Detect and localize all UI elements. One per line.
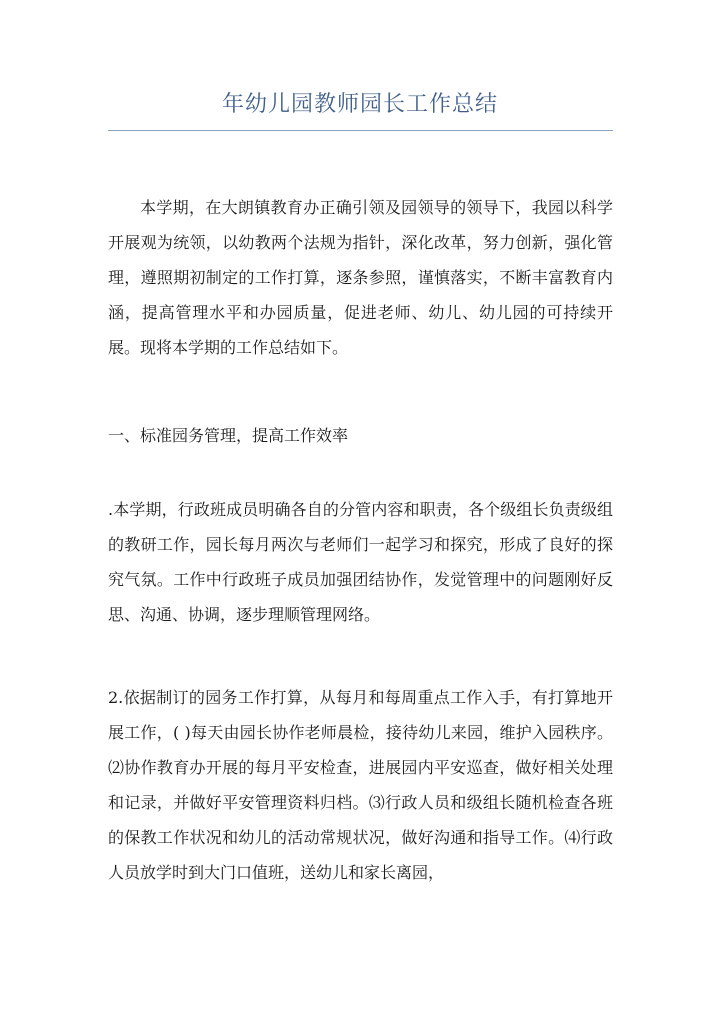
paragraph-item-2: 2.依据制订的园务工作打算，从每月和每周重点工作入手，有打算地开展工作，( )每天由园长协作老师晨检，接待幼儿来园，维护入园秩序。⑵协作教育办开展的每月平安检查，进展园内平安巡查，做好相关处理和记录，并做好平安管理资料归档。⑶行政人员和级组长随机检查各班的保教工作状况和幼儿的活动常规状况，做好沟通和指导工作。⑷行政人员放学时到大门口值班，送幼儿和家长离园， [108,688,613,882]
paragraph-item-1: .本学期，行政班成员明确各自的分管内容和职责，各个级组长负责级组的教研工作，园长每月两次与老师们一起学习和探究，形成了良好的探究气氛。工作中行政班子成员加强团结协作，发觉管理中的问题刚好反思、沟通、协调，逐步理顺管理网络。 [108,500,613,624]
section-heading: 一、标准园务管理，提高工作效率 [108,426,349,445]
intro-paragraph: 本学期，在大朗镇教育办正确引领及园领导的领导下，我园以科学开展观为统领，以幼教两个法规为指针，深化改革，努力创新，强化管理，遵照期初制定的工作打算，逐条参照，谨慎落实，不断丰富教育内涵，提高管理水平和办园质量，促进老师、幼儿、幼儿园的可持续开展。现将本学期的工作总结如下。 [108,198,613,357]
title-divider [108,130,613,131]
document-title: 年幼儿园教师园长工作总结 [221,92,498,117]
